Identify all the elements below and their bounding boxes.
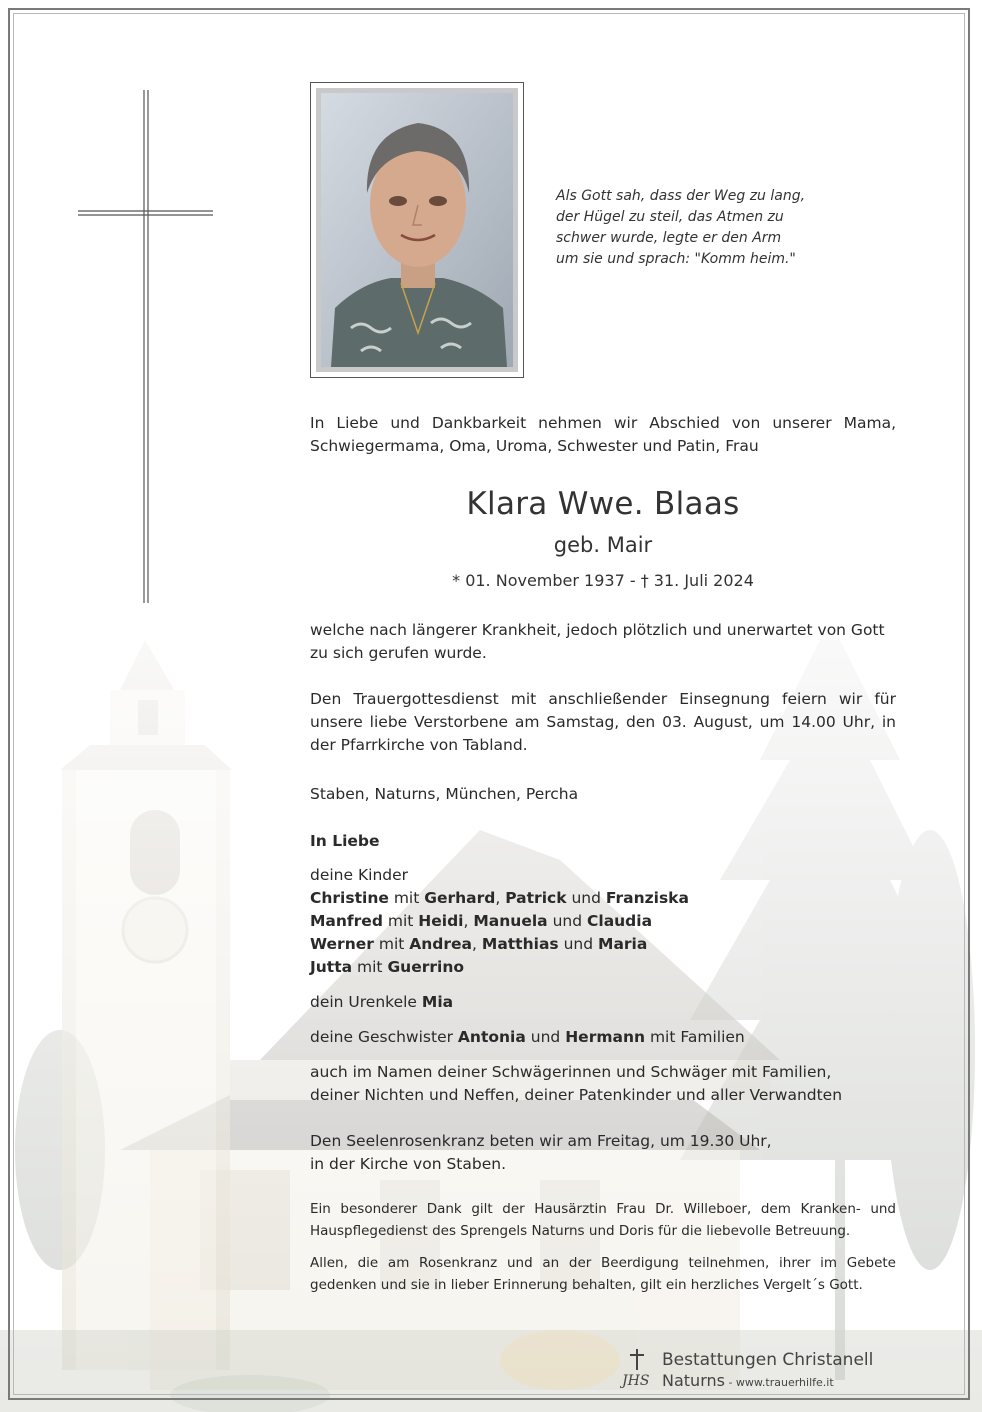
verse-line: schwer wurde, legte er den Arm: [556, 230, 782, 246]
children-list: [310, 887, 896, 979]
portrait-photo: [321, 93, 513, 367]
svg-text:JHS: JHS: [622, 1373, 650, 1388]
in-love-heading: In Liebe: [310, 832, 380, 850]
funeral-home-city: Naturns: [662, 1371, 725, 1390]
thanks-text: Ein besonderer Dank gilt der Hausärztin Frau Dr. Willeboer, dem Kranken- und Hauspflegedienst des Sprengels Naturns und Doris für die liebevolle Betreuung.: [310, 1201, 896, 1239]
verse-line: Als Gott sah, dass der Weg zu lang,: [556, 188, 806, 204]
siblings-line: deine Geschwister Antonia und Hermann mit Familien: [310, 1028, 745, 1046]
life-dates: * 01. November 1937 - † 31. Juli 2024: [452, 571, 754, 590]
child-line: Jutta mit Guerrino: [310, 958, 465, 976]
relatives-text: auch im Namen deiner Schwägerinnen und Schwäger mit Familien, deiner Nichten und Neffen, deiner Patenkinder und aller Verwandten: [310, 1063, 843, 1104]
closing-text: Allen, die am Rosenkranz und an der Beerdigung teilnehmen, ihrer im Gebete gedenken und sie in lieber Erinnerung behalten, gilt ein herzliches Vergelt´s Gott.: [310, 1255, 896, 1293]
rosary-text: Den Seelenrosenkranz beten wir am Freitag, um 19.30 Uhr, in der Kirche von Staben.: [310, 1132, 772, 1173]
funeral-home-name: Bestattungen Christanell: [662, 1350, 874, 1370]
funeral-home-website: - www.trauerhilfe.it: [724, 1376, 834, 1389]
intro-text: In Liebe und Dankbarkeit nehmen wir Abschied von unserer Mama, Schwiegermama, Oma, Uroma, Schwester und Patin, Frau: [310, 414, 896, 455]
places-text: Staben, Naturns, München, Percha: [310, 785, 579, 803]
funeral-home-logo-icon: [620, 1348, 654, 1388]
verse-quote: [556, 186, 856, 270]
service-text: Den Trauergottesdienst mit anschließender Einsegnung feiern wir für unsere liebe Verstorbene am Samstag, den 03. August, um 14.00 Uhr, in der Pfarrkirche von Tabland.: [310, 690, 896, 754]
funeral-home-subline: [662, 1371, 834, 1390]
funeral-home-footer: [620, 1346, 910, 1390]
maiden-name: geb. Mair: [553, 533, 653, 557]
portrait-frame: [310, 82, 524, 378]
passing-text: welche nach längerer Krankheit, jedoch plötzlich und unerwartet von Gott zu sich gerufen wurde.: [310, 621, 885, 662]
children-heading: deine Kinder: [310, 866, 409, 884]
great-grandchild-line: dein Urenkele Mia: [310, 993, 454, 1011]
verse-line: um sie und sprach: "Komm heim.": [556, 251, 796, 267]
verse-line: der Hügel zu steil, das Atmen zu: [556, 209, 784, 225]
cross-icon: [76, 88, 216, 608]
child-line: Manfred mit Heidi, Manuela und Claudia: [310, 912, 653, 930]
child-line: Werner mit Andrea, Matthias und Maria: [310, 935, 648, 953]
deceased-name: Klara Wwe. Blaas: [466, 486, 740, 522]
child-line: Christine mit Gerhard, Patrick und Franziska: [310, 889, 689, 907]
